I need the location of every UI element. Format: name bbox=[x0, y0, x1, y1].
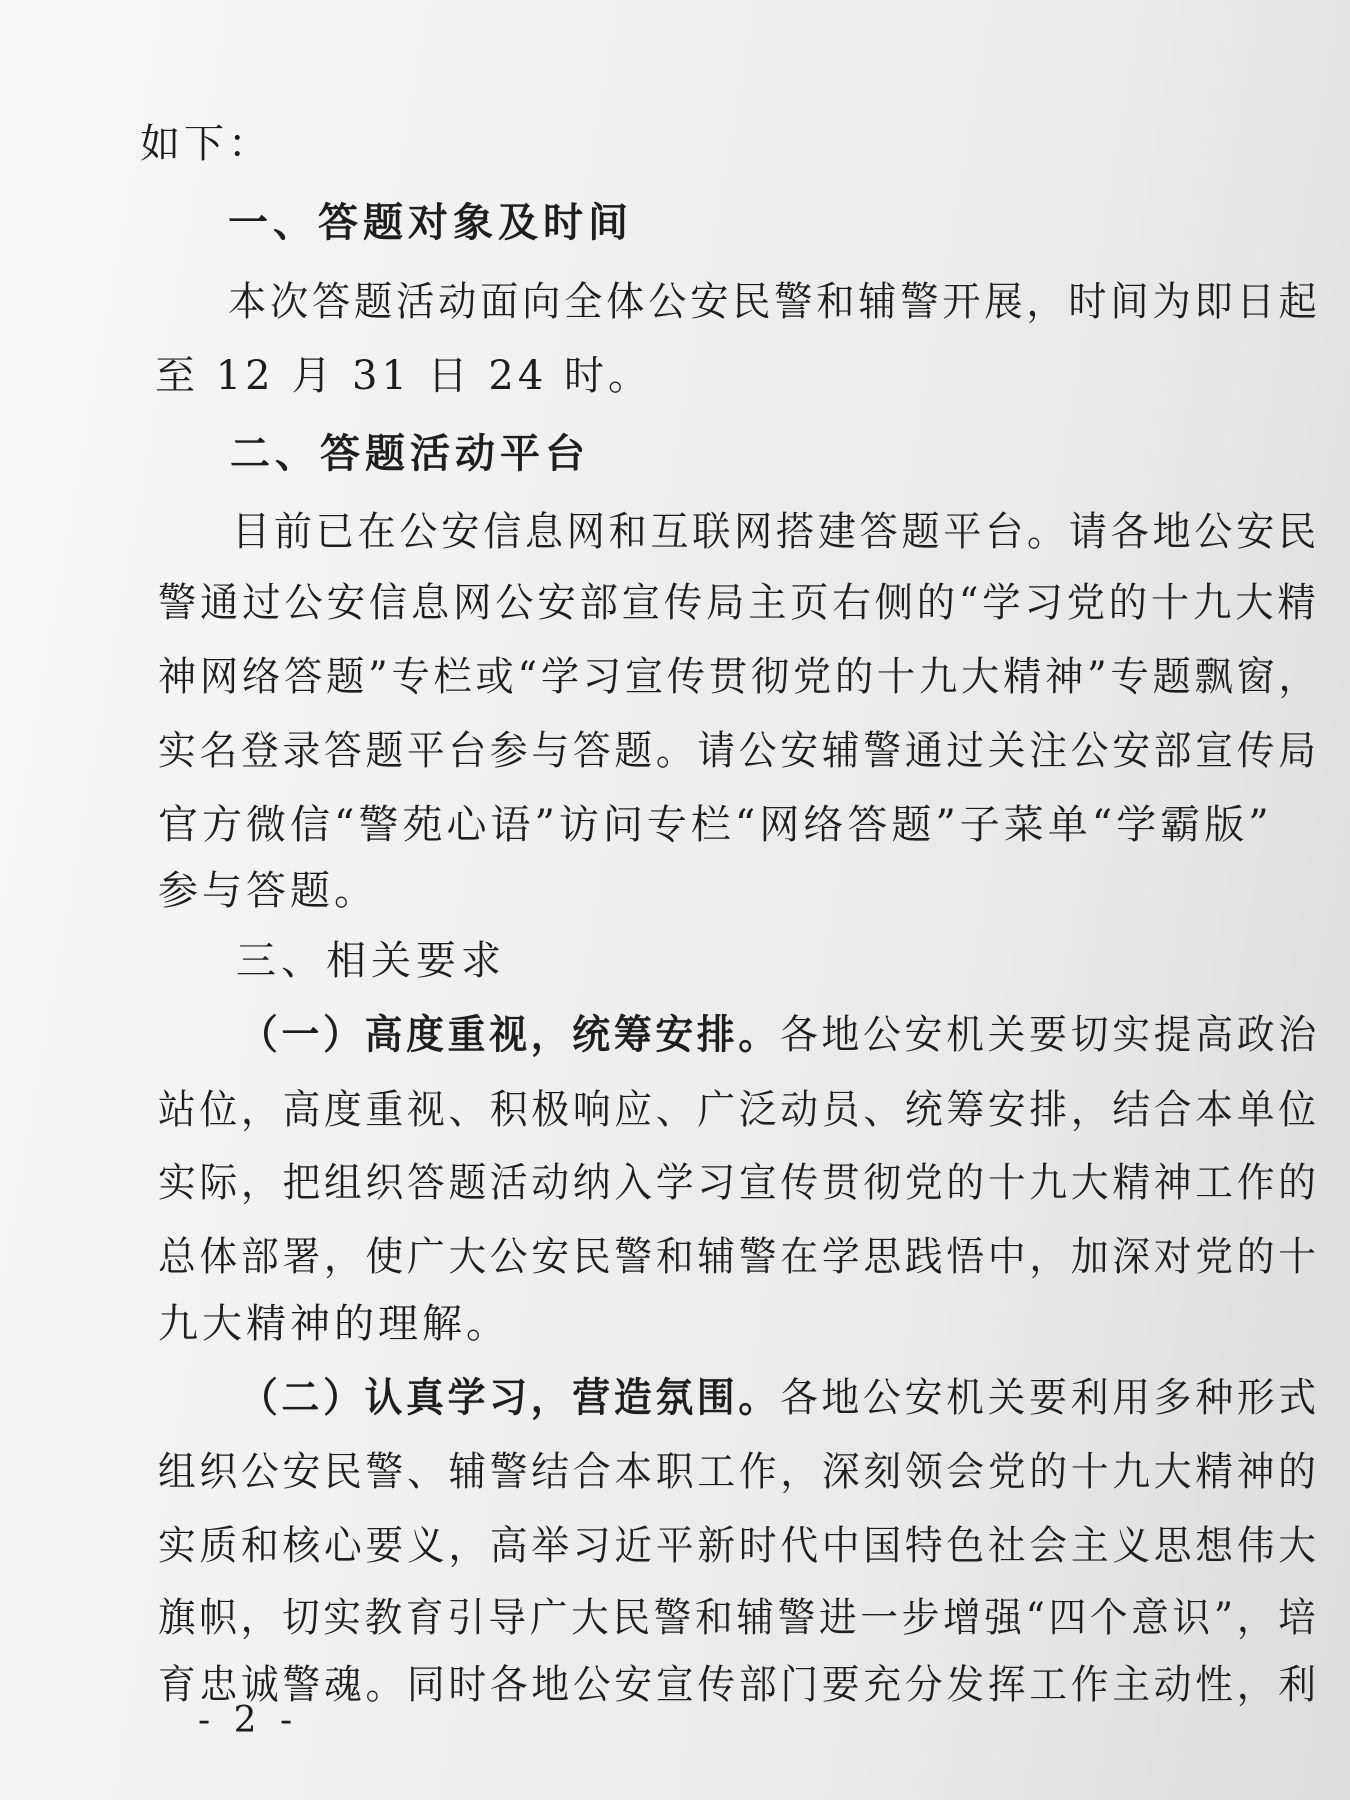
paragraph-text: 各地公安机关要利用多种形式 bbox=[779, 1375, 1320, 1421]
text-line: 目前已在公安信息网和互联网搭建答题平台。请各地公安民 bbox=[232, 509, 1320, 555]
text-line: 站位，高度重视、积极响应、广泛动员、统筹安排，结合本单位 bbox=[158, 1087, 1320, 1133]
text-line: 旗帜，切实教育引导广大民警和辅警进一步增强“四个意识”，培 bbox=[158, 1595, 1320, 1641]
paragraph-lead-1: （一）高度重视，统筹安排。 bbox=[240, 1012, 780, 1058]
text-line: 官方微信“警苑心语”访问专栏“网络答题”子菜单“学霸版” bbox=[158, 802, 1273, 848]
paragraph-2-first-line bbox=[240, 1374, 1320, 1422]
text-line: 如下： bbox=[140, 121, 272, 167]
text-line: 组织公安民警、辅警结合本职工作，深刻领会党的十九大精神的 bbox=[158, 1449, 1320, 1495]
text-line: 实际，把组织答题活动纳入学习宣传贯彻党的十九大精神工作的 bbox=[158, 1160, 1320, 1206]
paragraph-lead-2: （二）认真学习，营造氛围。 bbox=[240, 1375, 780, 1421]
text-line: 参与答题。 bbox=[158, 868, 378, 914]
text-line: 警通过公安信息网公安部宣传局主页右侧的“学习党的十九大精 bbox=[158, 580, 1320, 626]
text-line: 育忠诚警魂。同时各地公安宣传部门要充分发挥工作主动性，利 bbox=[158, 1662, 1320, 1708]
text-line: 至 12 月 31 日 24 时。 bbox=[155, 353, 652, 399]
text-line: 神网络答题”专栏或“学习宣传贯彻党的十九大精神”专题飘窗， bbox=[158, 654, 1321, 700]
paragraph-text: 各地公安机关要切实提高政治 bbox=[779, 1012, 1320, 1058]
section-heading-3: 三、相关要求 bbox=[236, 938, 506, 984]
text-line: 实名登录答题平台参与答题。请公安辅警通过关注公安部宣传局 bbox=[158, 728, 1320, 774]
text-line: 总体部署，使广大公安民警和辅警在学思践悟中，加深对党的十 bbox=[158, 1234, 1320, 1280]
text-line: 实质和核心要义，高举习近平新时代中国特色社会主义思想伟大 bbox=[158, 1523, 1320, 1569]
text-line: 本次答题活动面向全体公安民警和辅警开展，时间为即日起 bbox=[228, 279, 1321, 325]
section-heading-1: 一、答题对象及时间 bbox=[228, 200, 633, 246]
text-line: 九大精神的理解。 bbox=[158, 1301, 510, 1347]
page-number: - 2 - bbox=[198, 1700, 299, 1741]
section-heading-2: 二、答题活动平台 bbox=[230, 431, 590, 477]
paragraph-1-first-line bbox=[240, 1011, 1320, 1059]
